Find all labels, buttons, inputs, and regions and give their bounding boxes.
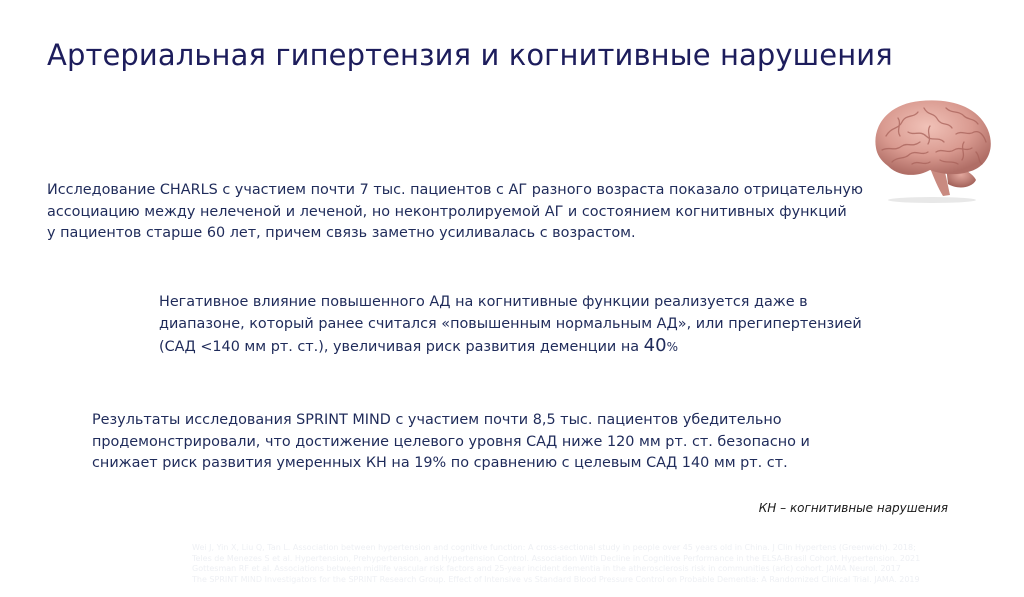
sprint-line-3: снижает риск развития умеренных КН на 19% по сравнению с целевым САД 140 мм рт. ст. [92, 455, 788, 471]
reference-1: Wei J, Yin X, Liu Q, Tan L. Association between hypertension and cognitive function: A cross-sectional study in people over 45 years old in China. J Clin Hypertens (Greenwich). 2018; [192, 543, 916, 552]
references-block [192, 543, 1022, 585]
reference-3: Gottesman RF et al. Associations between midlife vascular risk factors and 25-year incident dementia in the atherosclerosis risk in communities (aric) cohort. JAMA Neurol. 2017 [192, 564, 901, 573]
abbreviation-note: КН – когнитивные нарушения [758, 501, 948, 515]
prehypertension-line-3 [159, 335, 879, 359]
sprint-line-1: Результаты исследования SPRINT MIND с участием почти 8,5 тыс. пациентов убедительно [92, 412, 782, 428]
sprint-line-2: продемонстрировали, что достижение целевого уровня САД ниже 120 мм рт. ст. безопасно и [92, 433, 810, 450]
charls-paragraph [47, 180, 867, 245]
prehypertension-line-2: диапазоне, который ранее считался «повышенным нормальным АД», или прегипертензией [159, 315, 862, 332]
dementia-risk-percent: % [666, 340, 678, 354]
reference-2: Teles de Menezes S et al. Hypertension, Prehypertension, and Hypertension Control. Association With Decline in Cognitive Performance in the ELSA-Brasil Cohort. Hypertension. 2021 [192, 553, 921, 563]
dementia-risk-number: 40 [643, 335, 667, 356]
reference-4: The SPRINT MIND Investigators for the SPRINT Research Group. Effect of Intensive vs Standard Blood Pressure Control on Probable Dementia: A Randomized Clinical Trial. JAMA. 2019 [192, 574, 920, 584]
prehypertension-paragraph [159, 292, 879, 359]
charls-line-1: Исследование CHARLS с участием почти 7 тыс. пациентов с АГ разного возраста показало отрицательную [47, 182, 864, 198]
charls-line-3: у пациентов старше 60 лет, причем связь заметно усиливалась с возрастом. [47, 225, 636, 241]
slide-title: Артериальная гипертензия и когнитивные нарушения [47, 38, 893, 72]
prehypertension-line-1: Негативное влияние повышенного АД на когнитивные функции реализуется даже в [159, 294, 808, 310]
prehypertension-line-3-text: (САД <140 мм рт. ст.), увеличивая риск развития деменции на [159, 339, 644, 355]
sprint-mind-paragraph [92, 410, 812, 475]
charls-line-2: ассоциацию между нелеченой и леченой, но неконтролируемой АГ и состоянием когнитивных функций [47, 203, 847, 220]
brain-icon [868, 96, 998, 204]
